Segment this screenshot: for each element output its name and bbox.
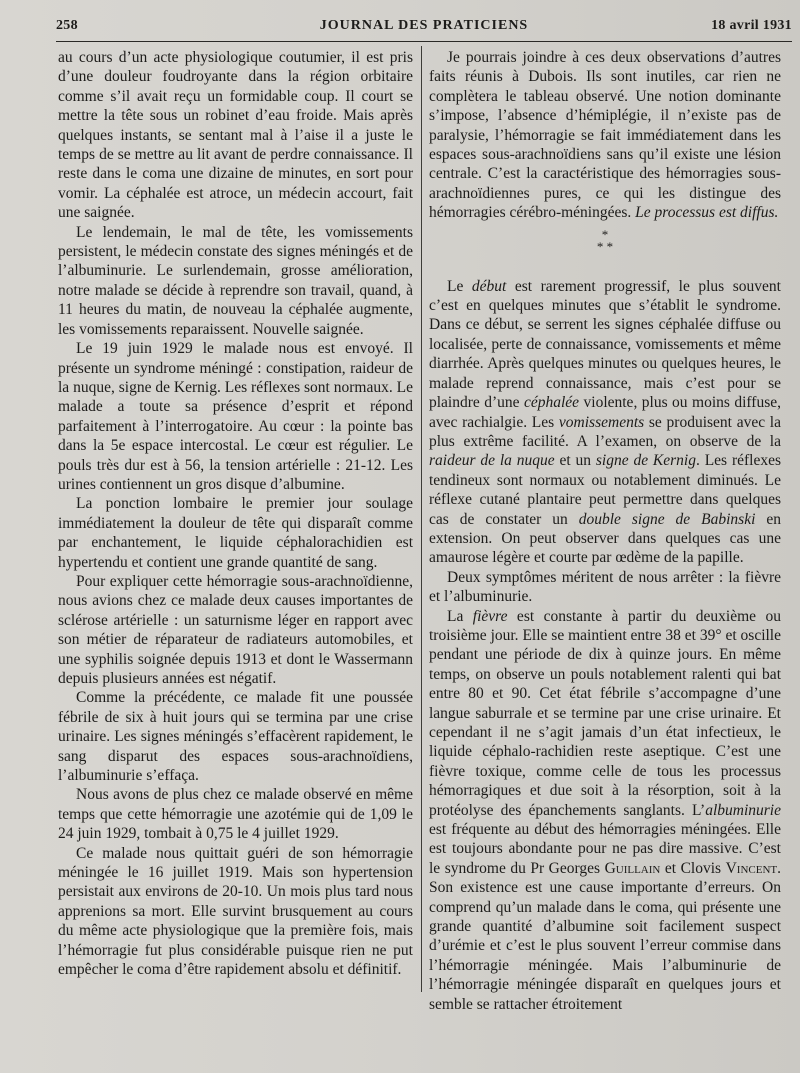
text-run: et un bbox=[554, 452, 596, 470]
paragraph: Le lendemain, le mal de tête, les vomissements persistent, le médecin constate des signes méningés et de l’albuminurie. Le surlendemain, grosse amélioration, notre malade se décide à reprendre son travail, quand, à 11 heures du matin, de nouveau la céphalée augmente, les vomissements reparaissent. Nouvelle saignée. bbox=[58, 223, 413, 338]
paragraph bbox=[429, 607, 781, 1015]
paragraph: Nous avons de plus chez ce malade observé en même temps que cette hémorragie une azotémie qui de 1,09 le 24 juin 1929, tombait à 0,75 le 4 juillet 1929. bbox=[58, 786, 413, 843]
emphasis: début bbox=[471, 277, 507, 295]
header-rule bbox=[56, 41, 792, 42]
emphasis: céphalée bbox=[523, 394, 580, 412]
journal-title: JOURNAL DES PRATICIENS bbox=[319, 18, 529, 33]
emphasis: vomissements bbox=[558, 413, 645, 431]
issue-date: 18 avril 1931 bbox=[711, 18, 792, 33]
emphasis: signe de Kernig bbox=[595, 452, 696, 470]
text-run: Le bbox=[447, 277, 472, 295]
text-run: est constante à partir du deuxième ou troisième jour. Elle se maintient entre 38 et 39° et oscille pendant une période de dix à quinze jours. En même temps, on observe un pouls notablement ralenti qui bat entre 80 et 90. Cet état fébrile s’accompagne d’une langue saburrale et se termine par une crise urinaire. Et cependant il ne s’agit jamais d’un état infectieux, le liquide céphalo-rachidien reste aseptique. C’est une fièvre toxique, comme celle de tous les processus hémorragiques et due soit à la résorption, soit à la protéolyse des épanchements sanglants. L’ bbox=[429, 607, 781, 819]
text-run: et Clovis bbox=[660, 859, 726, 877]
separator-stars: * * bbox=[596, 238, 614, 254]
text-run: se produisent avec la plus extrême facilité. A l’examen, on observe de la bbox=[429, 413, 781, 450]
author-name: Guillain bbox=[604, 859, 661, 877]
text-run: La bbox=[447, 607, 473, 625]
text-run: en extension. On peut observer dans quelques cas une amaurose légère et courte par œdème de la papille. bbox=[429, 510, 781, 567]
paragraph: Pour expliquer cette hémorragie sous-arachnoïdienne, nous avions chez ce malade deux causes importantes de sclérose artérielle : un saturnisme léger en rapport avec son métier de réparateur de radiateurs automobiles, et une syphilis soignée depuis 1913 et dont le Wassermann depuis plusieurs années est négatif. bbox=[58, 572, 413, 687]
paragraph bbox=[429, 48, 781, 223]
emphasis: raideur de la nuque bbox=[429, 452, 555, 470]
paragraph-text: Je pourrais joindre à ces deux observations d’autres faits réunis à Dubois. Ils sont inutiles, car rien ne complètera le tableau observé. Une notion dominante s’impose, l’absence d’hémiplégie, il n’existe pas de paralysie, l’hémorragie se fait immédiatement dans les espaces sous-arachnoïdiens sans qu’il existe une lésion centrale. C’est la caractéristique des hémorragies sous-arachnoïdiennes pures, ce qui les distingue des hémorragies cérébro-méningées. bbox=[429, 49, 781, 222]
emphasis: albuminurie bbox=[705, 801, 781, 819]
paragraph: La ponction lombaire le premier jour soulage immédiatement la douleur de tête qui disparaît comme par enchantement, le liquide céphalorachidien est hypertendu et contient une grande quantité de sang. bbox=[58, 495, 413, 571]
column-divider bbox=[421, 46, 422, 992]
emphasis: fièvre bbox=[472, 607, 508, 625]
paragraph bbox=[429, 277, 781, 568]
separator-star: * bbox=[601, 226, 609, 242]
emphasis: Le processus est diffus. bbox=[635, 204, 779, 222]
paragraph: Ce malade nous quittait guéri de son hémorragie méningée le 16 juillet 1919. Mais son hypertension persistait aux environs de 20-10. Un mois plus tard nous apprenions sa mort. Elle survint brusquement au cours du même acte physiologique que la première fois, mais l’hémorragie fut plus considérable puisque rien ne put empêcher le coma d’être rapidement absolu et définitif. bbox=[58, 844, 413, 979]
emphasis: double signe de Babinski bbox=[578, 510, 756, 528]
text-run: est fréquente au début des hémorragies méningées. Elle est toujours abondante pour ne pas dire massive. C’est le syndrome du Pr Georges bbox=[429, 821, 781, 877]
text-run: . Son existence est une cause importante d’erreurs. On comprend qu’un malade dans le coma, qui présente une grande quantité d’albumine soit facilement suspect d’urémie et c’est le plus souvent l’erreur commise dans l’hémorragie méningée. Mais l’albuminurie de l’hémorragie méningée disparaît en quelques jours et semble se rattacher étroitement bbox=[429, 859, 781, 1013]
text-run: est rarement progressif, le plus souvent c’est en quelques minutes que s’établit le syndrome. Dans ce début, se serrent les signes céphalée diffuse ou localisée, perte de connaissance, vomissements et même diarrhée. Après quelques minutes ou quelques heures, le malade reprend connaissance, mais c’est pour se plaindre d’une bbox=[429, 277, 781, 412]
paragraph: Comme la précédente, ce malade fit une poussée fébrile de six à huit jours qui se termina par une crise urinaire. Les signes méningés s’effacèrent rapidement, le sang disparut des espaces sous-arachnoïdiens, l’albuminurie s’effaça. bbox=[58, 689, 413, 785]
page-number: 258 bbox=[56, 18, 78, 33]
paragraph: Deux symptômes méritent de nous arrêter : la fièvre et l’albuminurie. bbox=[429, 568, 781, 606]
section-separator bbox=[429, 226, 781, 254]
right-column bbox=[429, 48, 781, 1014]
running-header bbox=[56, 12, 792, 34]
author-name: Vincent bbox=[725, 859, 778, 877]
paragraph: Le 19 juin 1929 le malade nous est envoyé. Il présente un syndrome méningé : constipation, raideur de la nuque, signe de Kernig. Les réflexes sont normaux. Le malade a toute sa présence d’esprit et répond parfaitement à l’interrogatoire. Au cœur : la pointe bas dans la 5e espace intercostal. Le cœur est régulier. Le pouls très dur est à 56, la tension artérielle : 21-12. Les urines contiennent un gros disque d’albumine. bbox=[58, 340, 413, 493]
text-run: . Les réflexes tendineux sont normaux ou notablement diminués. Le réflexe cutané plantaire peut permettre dans quelques cas de constater un bbox=[429, 452, 781, 528]
left-column bbox=[58, 48, 413, 980]
text-run: violente, plus ou moins diffuse, avec rachialgie. Les bbox=[429, 394, 781, 431]
paragraph: au cours d’un acte physiologique coutumier, il est pris d’une douleur foudroyante dans la région orbitaire comme s’il avait reçu un formidable coup. Il court se mettre la tête sous un robinet d’eau froide. Mais après quelques instants, se sentant mal à l’aise il a juste le temps de se mettre au lit avant de perdre connaissance. Il reste dans le coma une dizaine de minutes, en sort pour vomir. La céphalée est atroce, un médecin accourt, fait une saignée. bbox=[58, 49, 413, 222]
